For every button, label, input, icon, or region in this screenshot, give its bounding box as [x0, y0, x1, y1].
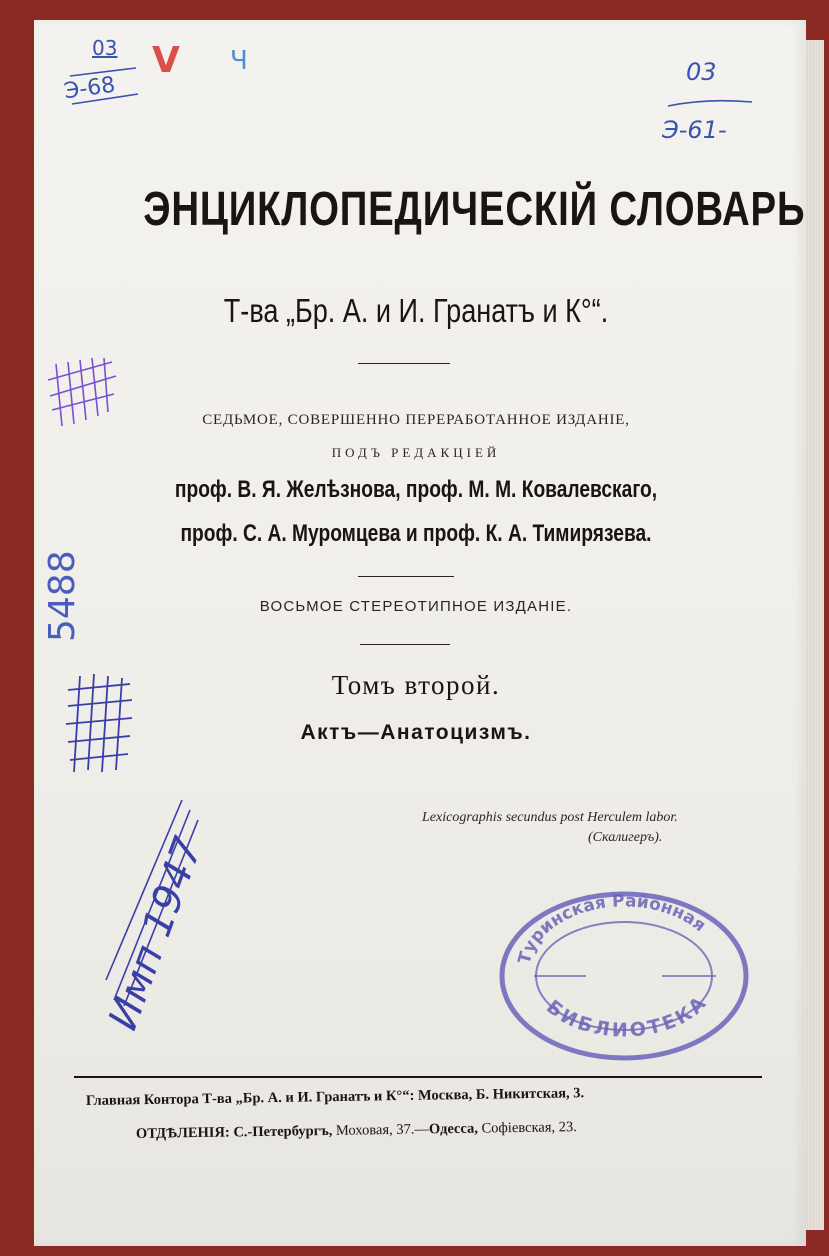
red-check-mark: V	[152, 40, 180, 81]
editor-label: ПОДЪ РЕДАКЦІЕЙ	[331, 445, 501, 460]
shelfmark-top-left-line2: Э-68	[62, 72, 117, 105]
shelfmark-top-right-line2: Э-61-	[662, 116, 727, 144]
shelfmark-strike-icon	[66, 54, 146, 114]
branch-city-1: С.-Петербургъ,	[233, 1122, 333, 1141]
volume-number: Томъ второй.	[331, 670, 501, 700]
hatched-scribble-icon	[42, 354, 122, 444]
edition-line: СЕДЬМОЕ, СОВЕРШЕННО ПЕРЕРАБОТАННОЕ ИЗДАНІЕ,	[202, 412, 630, 428]
branch-address-2: Софіевская, 23.	[481, 1119, 577, 1137]
ornament-rule-3	[360, 644, 450, 645]
margin-signature: Имп 1947	[100, 831, 212, 1036]
volume-range: Актъ—Анатоцизмъ.	[300, 721, 532, 744]
stamp-bottom-text: БИБЛИОТЕКА	[542, 990, 713, 1042]
branches-line	[136, 1119, 577, 1143]
branch-address-1: Моховая, 37.—	[335, 1121, 430, 1139]
motto-source: (Скалигеръ).	[588, 830, 663, 845]
shelfmark-divider-icon	[666, 96, 756, 110]
publisher-subtitle: Т-ва „Бр. А. и И. Гранатъ и К°“.	[223, 292, 609, 329]
signature-strike-icon	[94, 780, 214, 1020]
editors-line-2: проф. С. А. Муромцева и проф. К. А. Тимирязева.	[180, 520, 652, 547]
stereo-edition-line: ВОСЬМОЕ СТЕРЕОТИПНОЕ ИЗДАНІЕ.	[259, 598, 573, 615]
title-page	[34, 20, 806, 1246]
ornament-rule-1	[358, 363, 450, 364]
motto: Lexicographis secundus post Herculem labor.	[422, 810, 678, 825]
shelfmark-top-right-line1: 03	[686, 58, 717, 86]
editors-line-1: проф. В. Я. Желѣзнова, проф. М. М. Ковалевскаго,	[174, 476, 658, 503]
ornament-rule-2	[358, 576, 454, 577]
head-office-line: Главная Контора Т-ва „Бр. А. и И. Гранатъ и К°“: Москва, Б. Никитская, 3.	[85, 1085, 585, 1109]
branch-city-2: Одесса,	[428, 1120, 479, 1138]
stamp-top-text: Туринская Районная	[514, 891, 710, 967]
library-stamp	[490, 884, 750, 1064]
hatched-scribble-icon-2	[60, 672, 140, 782]
blue-mark: Ч	[230, 46, 248, 76]
shelfmark-top-left-line1: 03	[92, 36, 118, 60]
page-title: ЭНЦИКЛОПЕДИЧЕСКІЙ СЛОВАРЬ	[143, 183, 806, 236]
footer-rule	[74, 1076, 762, 1078]
margin-number: 5488	[42, 550, 83, 642]
svg-text:БИБЛИОТЕКА	[542, 991, 712, 1042]
branches-label: ОТДѢЛЕНІЯ:	[135, 1124, 230, 1142]
